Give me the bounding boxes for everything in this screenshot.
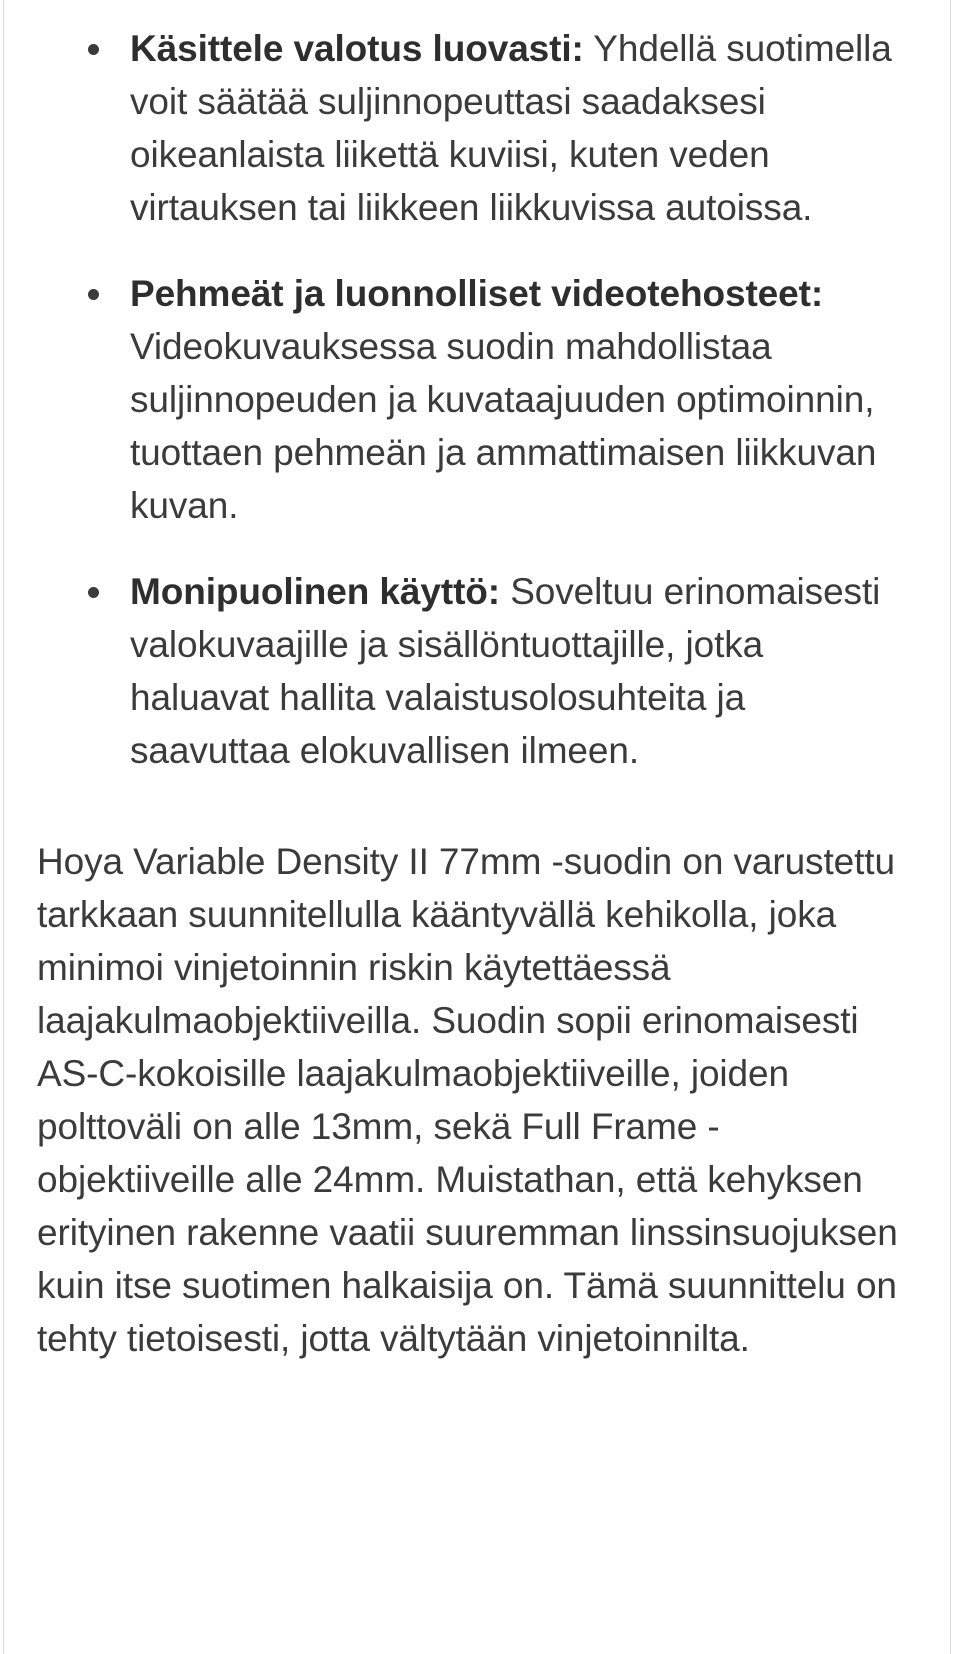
top-spacer [0,0,950,22]
bullet-point-icon [88,587,99,598]
list-paragraph-spacer [0,777,950,835]
list-item [0,22,950,234]
right-edge-rule [950,0,951,1654]
list-item [0,267,950,532]
bullet-body-text: Yhdellä suotimella voit säätää suljinnopeuttasi saadaksesi oikeanlaista liikettä kuviisi, kuten veden virtauksen tai liikkeen liikkuvissa autoissa. [130,28,892,228]
bullet-point-icon [88,289,99,300]
bullet-lead-in-label: Pehmeät ja luonnolliset videotehosteet: [130,273,824,314]
bullet-body-text: Soveltuu erinomaisesti valokuvaajille ja sisällöntuottajille, jotka haluavat hallita valaistusolosuhteita ja saavuttaa elokuvallisen ilmeen. [130,571,881,771]
bullet-lead-in-label: Monipuolinen käyttö: [130,571,501,612]
list-item [0,565,950,777]
bullet-lead-in-label: Käsittele valotus luovasti: [130,28,584,69]
product-description-paragraph: Hoya Variable Density II 77mm -suodin on varustettu tarkkaan suunnitellulla kääntyvällä kehikolla, joka minimoi vinjetoinnin riskin käytettäessä laajakulmaobjektiiveilla. Suodin sopii erinomaisesti AS-C-kokoisille laajakulmaobjektiiveille, joiden polttoväli on alle 13mm, sekä Full Frame -objektiiveille alle 24mm. Muistathan, että kehyksen erityinen rakenne vaatii suuremman linssinsuojuksen kuin itse suotimen halkaisija on. Tämä suunnittelu on tehty tietoisesti, jotta vältytään vinjetoinnilta. [37,841,898,1359]
bullet-point-icon [88,44,99,55]
feature-bullet-list [0,22,950,777]
bullet-body-text: Videokuvauksessa suodin mahdollistaa suljinnopeuden ja kuvataajuuden optimoinnin, tuottaen pehmeän ja ammattimaisen liikkuvan kuvan. [130,326,877,526]
